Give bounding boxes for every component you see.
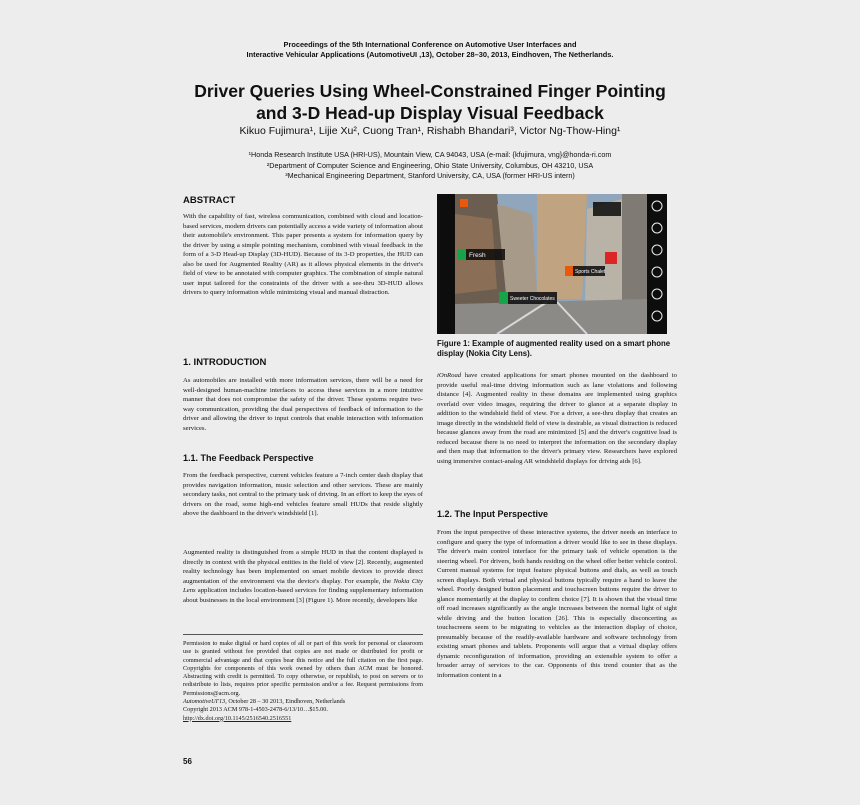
permission-notice xyxy=(183,634,423,723)
feedback-text-1 xyxy=(183,471,423,519)
ar-label-sports xyxy=(565,266,606,276)
venue-line xyxy=(183,698,423,706)
right-col-text-1 xyxy=(437,371,677,466)
ar-label-sports-text: Sports Chalet xyxy=(575,269,606,275)
figure-caption: Figure 1: Example of augmented reality used on a smart phone display (Nokia City Lens). xyxy=(437,339,671,358)
affiliation-1: ¹Honda Research Institute USA (HRI-US), Mountain View, CA 94043, USA (e-mail: {kfujimura, vng}@honda-ri.com xyxy=(248,150,612,159)
ar-label-fresh xyxy=(457,249,505,260)
page-number: 56 xyxy=(183,757,192,766)
feedback-p2-b: application includes location-based services for finding supplementary information about businesses in the local environment [3] (Figure 1). More recently, developers like xyxy=(183,587,423,604)
abstract-heading: ABSTRACT xyxy=(183,195,236,206)
proceedings-header xyxy=(0,40,860,60)
introduction-text xyxy=(183,376,423,433)
venue-name: AutomotiveUI'13 xyxy=(183,698,226,706)
proceedings-line-2: Interactive Vehicular Applications (AutomotiveUI ,13), October 28–30, 2013, Eindhoven, The Netherlands. xyxy=(246,50,614,59)
input-paragraph: From the input perspective of these interactive systems, the driver needs an interface to configure and query the type of information a driver would like to see in these displays. The driver's main control interface for the primary task of vehicle operation is the steering wheel. For drivers, both hands residing on the wheel offer better vehicle control. Current manual systems for input feature physical buttons and dials, as well as touch screen displays. Both virtual and physical buttons typically require a hand to leave the wheel. Poorly designed button placement and touchscreen buttons require the driver to glance momentarily at the display to confirm choice [7]. It is shown that the visual time off road increases significantly as the angle increases between the normal light of sight while driving and the button location [26]. This is especially disconcerting as touchscreens seem to be migrating to vehicles as the interaction display of choice, presumably because of the readily-available hardware and software technology from existing smart phones and tablets. Proponents will argue that a virtual display offers dynamic reconfiguration of information, providing an extensible system to offer a broader array of services to the car. Opponents of this trend counter that as the information content in a xyxy=(437,529,677,679)
ar-street-image xyxy=(437,194,667,334)
doi-link[interactable]: http://dx.doi.org/10.1145/2516540.2516551 xyxy=(183,714,292,722)
introduction-paragraph: As automobiles are installed with more information services, there will be a need for well-designed human-machine interfaces to access these services in a more intuitive manner that does not compromise the safety of the driver. These systems require two-way communication, providing the dual perspectives of feedback of information to the driver and allowing the driver to input controls that enable interaction with information services. xyxy=(183,377,423,432)
proceedings-line-1: Proceedings of the 5th International Conference on Automotive User Interfaces and xyxy=(283,40,577,49)
ar-label-fresh-text: Fresh xyxy=(469,252,486,259)
introduction-heading: 1. INTRODUCTION xyxy=(183,357,267,368)
affiliations xyxy=(150,150,710,182)
paper-title xyxy=(100,80,760,124)
ionroad-name: iOnRoad xyxy=(437,372,462,379)
ionroad-paragraph xyxy=(437,371,677,466)
feedback-p2-a: Augmented reality is distinguished from a simple HUD in that the content displayed is directly in context with the physical entities in the field of view [2]. Recently, augmented reality technology has been implemented on smart mobile devices to provide direct augmentation of the environment via the device's display. For example, the xyxy=(183,549,423,585)
abstract-text xyxy=(183,212,423,298)
ar-label-sweeter xyxy=(499,292,557,304)
feedback-text-2 xyxy=(183,548,423,605)
venue-rest: , October 28 – 30 2013, Eindhoven, Netherlands xyxy=(225,698,346,706)
abstract-paragraph: With the capability of fast, wireless communication, combined with cloud and location-based services, modern drivers can potentially access a wide variety of information about their automobile's environment. This paper presents a system for information query by the driver by using a simple pointing mechanism, combined with visual feedback in the form of a 3-D Head-up Display (3D-HUD). Because of its 3-D properties, the HUD can also be used for Augmented Reality (AR) as it allows physical elements in the driver's field of view to be annotated with computer graphics. The combination of simple natural user input tailored for the constraints of the driver with a see-thru 3D-HUD allows drivers to query information while minimizing visual and manual distraction. xyxy=(183,213,423,296)
affiliation-2: ²Department of Computer Science and Engineering, Ohio State University, Columbus, OH 43210, USA xyxy=(266,160,594,170)
permission-text: Permission to make digital or hard copies of all or part of this work for personal or classroom use is granted without fee provided that copies are not made or distributed for profit or commercial advantage and that copies bear this notice and the full citation on the first page. Copyrights for components of this work owned by others than ACM must be honored. Abstracting with credit is permitted. To copy otherwise, or republish, to post on servers or to redistribute to lists, requires prior specific permission and/or a fee. Request permissions from Permissions@acm.org. xyxy=(183,640,423,697)
affiliation-3: ³Mechanical Engineering Department, Stanford University, CA, USA (former HRI-US intern) xyxy=(285,171,575,180)
copyright-line: Copyright 2013 ACM 978-1-4503-2478-6/13/10…$15.00. xyxy=(183,706,328,714)
figure-ar-screenshot xyxy=(437,194,667,334)
title-line-2: and 3-D Head-up Display Visual Feedback xyxy=(256,103,604,123)
feedback-paragraph-2 xyxy=(183,548,423,605)
author-list: Kikuo Fujimura¹, Lijie Xu², Cuong Tran¹, Rishabh Bhandari³, Victor Ng-Thow-Hing¹ xyxy=(239,125,621,137)
feedback-p2-italic: Nokia City Lens xyxy=(183,577,423,594)
ar-label-sweeter-text: Sweeter Chocolates xyxy=(510,296,555,302)
title-line-1: Driver Queries Using Wheel-Constrained Finger Pointing xyxy=(194,81,666,101)
feedback-heading: 1.1. The Feedback Perspective xyxy=(183,453,314,463)
ionroad-text: have created applications for smart phones mounted on the dashboard to provide useful real-time driving information such as lane violations and following distance [4]. Augmented reality in these domains are implemented using graphics overlaid over video images, requiring the driver to glance at a separate display in addition to the windshield field of view. For a driver, a see-thru display that creates an image directly in the windshield field of view is desirable, as visual distraction is reduced because glances away from the road are minimized [5] and the driver's cognitive load is reduced because there is no need to interpret the information on the secondary display and then map that information to the driver's primary view. Researchers have explored using immersive contact-analog AR windshield displays for driving aids [6]. xyxy=(437,372,677,465)
input-text xyxy=(437,528,677,680)
input-heading: 1.2. The Input Perspective xyxy=(437,509,549,519)
feedback-paragraph-1: From the feedback perspective, current vehicles feature a 7-inch center dash display that provides navigation information, music selection and other services. These are mainly secondary tasks, not central to the primary task of driving. In an effort to keep the eyes of drivers on the road, some high-end vehicles feature small HUDs that reside slightly above the dashboard in the driver's windshield [1]. xyxy=(183,472,423,517)
